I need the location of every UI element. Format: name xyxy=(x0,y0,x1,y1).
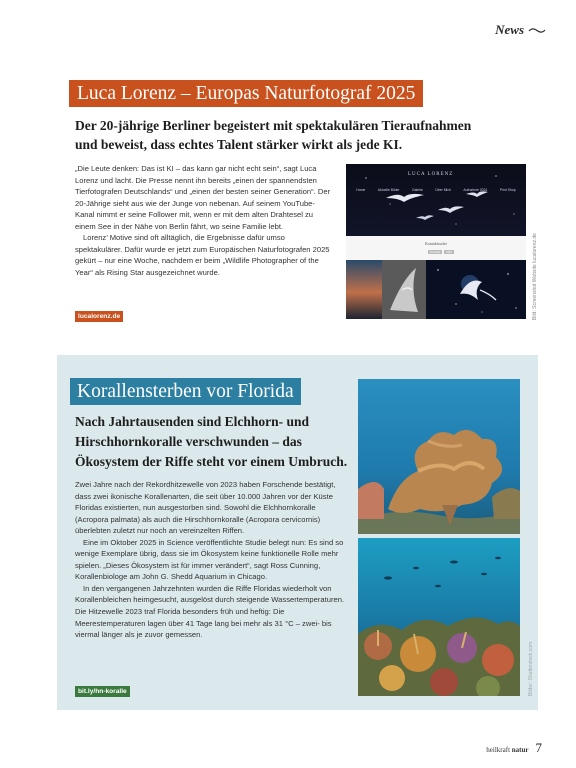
page-footer xyxy=(486,740,542,756)
magazine-name-light: heilkraft xyxy=(486,746,511,754)
website-nav-item: Home xyxy=(356,188,366,192)
gallery-photo-night-sky xyxy=(426,260,526,319)
gallery-photo-sunset xyxy=(346,260,382,319)
website-nav-item: Aufnahme 2024 xyxy=(463,188,488,192)
page-number: 7 xyxy=(535,740,542,755)
article-paragraph: Zwei Jahre nach der Rekordhitzewelle von 2023 haben Forschende bestätigt, dass zwei ikonische Korallenarten, die seit über 10.000 Jahren vor der Küste Floridas existierten, nun ausgestorben sind. Sowohl die Elchhornkoralle (Acropora palmata) als auch die Hirschhornkoralle (Acropora cervicornis) überlebten zuletzt nur noch an vereinzelten Riffen. xyxy=(75,480,336,536)
wave-icon xyxy=(528,26,546,34)
article-title: Luca Lorenz – Europas Naturfotograf 2025 xyxy=(69,80,423,107)
article-paragraph: Eine im Oktober 2025 in Science veröffentlichte Studie belegt nun: Es sind so wenige Exemplare übrig, dass sie im Ökosystem keine funktionelle Rolle mehr spielen. „Dieses Ökosystem ist für immer verändert“, sagt Ross Cunning, Korallenbiologe am John G. Shedd Aquarium in Chicago. xyxy=(75,537,344,582)
website-hero xyxy=(346,164,526,236)
article-subtitle: Nach Jahrtausenden sind Elchhorn- und Hirschhornkoralle verschwunden – das Ökosystem der Riffe steht vor einem Umbruch. xyxy=(75,414,348,469)
website-section-title: Kontaktsuche xyxy=(425,241,447,246)
section-rubric xyxy=(495,22,546,38)
website-nav-item: Über Mich xyxy=(435,188,451,192)
website-nav-item: Galerie xyxy=(411,188,423,192)
elkhorn-coral-image xyxy=(358,379,520,534)
website-contact-strip xyxy=(346,236,526,260)
website-button: Kontakt xyxy=(430,250,441,254)
article-body xyxy=(75,479,351,641)
website-buttons xyxy=(428,250,454,254)
gallery-photo-heron xyxy=(382,260,426,319)
article-title: Korallensterben vor Florida xyxy=(70,378,301,405)
article-paragraph: In den vergangenen Jahrzehnten wurden die Riffe Floridas wiederholt von Korallenbleichen heimgesucht, ausgelöst durch steigende Wassertemperaturen. Die Hitzewelle 2023 traf Florida besonders früh und heftig: Die Meerestemperaturen lagen über 41 Tage lang bei mehr als 31 °C – zwei- bis viermal länger als je zuvor gemessen. xyxy=(75,583,345,640)
reef-photo xyxy=(358,538,520,696)
article-paragraph: Lorenz’ Motive sind oft alltäglich, die Ergebnisse dafür umso spektakulärer. Dafür wurde er jetzt zum Europäischen Naturfotografen 2025 gekürt – nur eine Woche, nachdem er beim „Wildlife Photographer of the Year“ als Rising Star ausgezeichnet wurde. xyxy=(75,233,330,277)
coral-photo xyxy=(358,379,520,534)
website-button: Mail xyxy=(446,250,452,254)
website-nav-item: Print Shop xyxy=(499,188,516,192)
article-subtitle: Der 20-jährige Berliner begeistert mit spektakulären Tieraufnahmen und beweist, dass echtes Talent stärker wirkt als jede KI. xyxy=(75,118,472,152)
magazine-name-bold: natur xyxy=(511,746,529,754)
article-body xyxy=(75,163,333,278)
website-screenshot xyxy=(346,164,526,319)
website-nav xyxy=(350,188,522,192)
rubric-label: News xyxy=(495,22,524,37)
image-credit: Bild: Screenshot Website lucalorenz.de xyxy=(532,233,538,320)
website-gallery xyxy=(346,260,526,319)
image-credit: Bilder: Shutterstock.com xyxy=(528,641,534,696)
article-link-tag[interactable]: bit.ly/hn-koralle xyxy=(75,686,130,697)
website-nav-item: Aktuelle Bilder xyxy=(377,188,400,192)
website-logo: LUCA LORENZ xyxy=(408,172,454,177)
magazine-name xyxy=(486,746,528,754)
website-link-tag[interactable]: lucalorenz.de xyxy=(75,311,123,322)
coral-reef-image xyxy=(358,538,520,696)
article-paragraph: „Die Leute denken: Das ist KI – das kann gar nicht echt sein“, sagt Luca Lorenz und lacht. Die Presse nennt ihn bereits „einen der spannendsten Tierfotografen Deutschlands“ und „einen der besten seiner Generation“. Der 20-Jährige sieht aus wie der Junge von nebenan. Auf seinem YouTube-Kanal nimmt er seine Follower mit, wenn er mit dem alten Drahtesel zu einem See in der Nähe von Berlin fährt, wo seine Familie lebt. xyxy=(75,164,331,231)
